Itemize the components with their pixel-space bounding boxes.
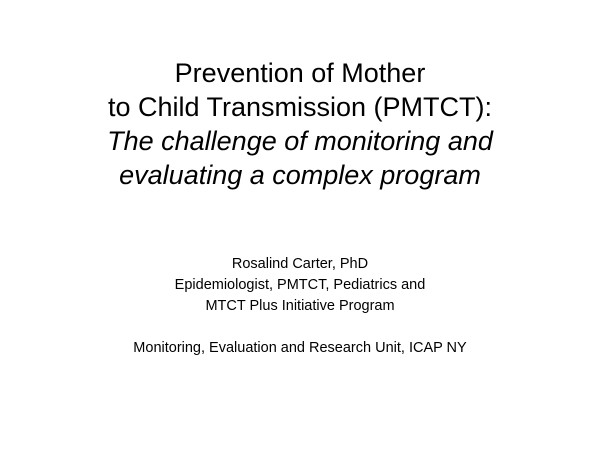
author-role-line-2: MTCT Plus Initiative Program <box>205 298 395 314</box>
subtitle-line-1: The challenge of monitoring and <box>107 126 493 156</box>
title-line-2: to Child Transmission (PMTCT): <box>107 92 493 122</box>
title-line-1: Prevention of Mother <box>174 58 426 88</box>
slide-title <box>0 56 600 192</box>
author-block <box>0 254 600 317</box>
subtitle-line-2: evaluating a complex program <box>119 160 481 190</box>
author-role-line-1: Epidemiologist, PMTCT, Pediatrics and <box>174 277 426 293</box>
organization-unit: Monitoring, Evaluation and Research Unit, ICAP NY <box>133 340 467 356</box>
author-name: Rosalind Carter, PhD <box>231 256 369 272</box>
